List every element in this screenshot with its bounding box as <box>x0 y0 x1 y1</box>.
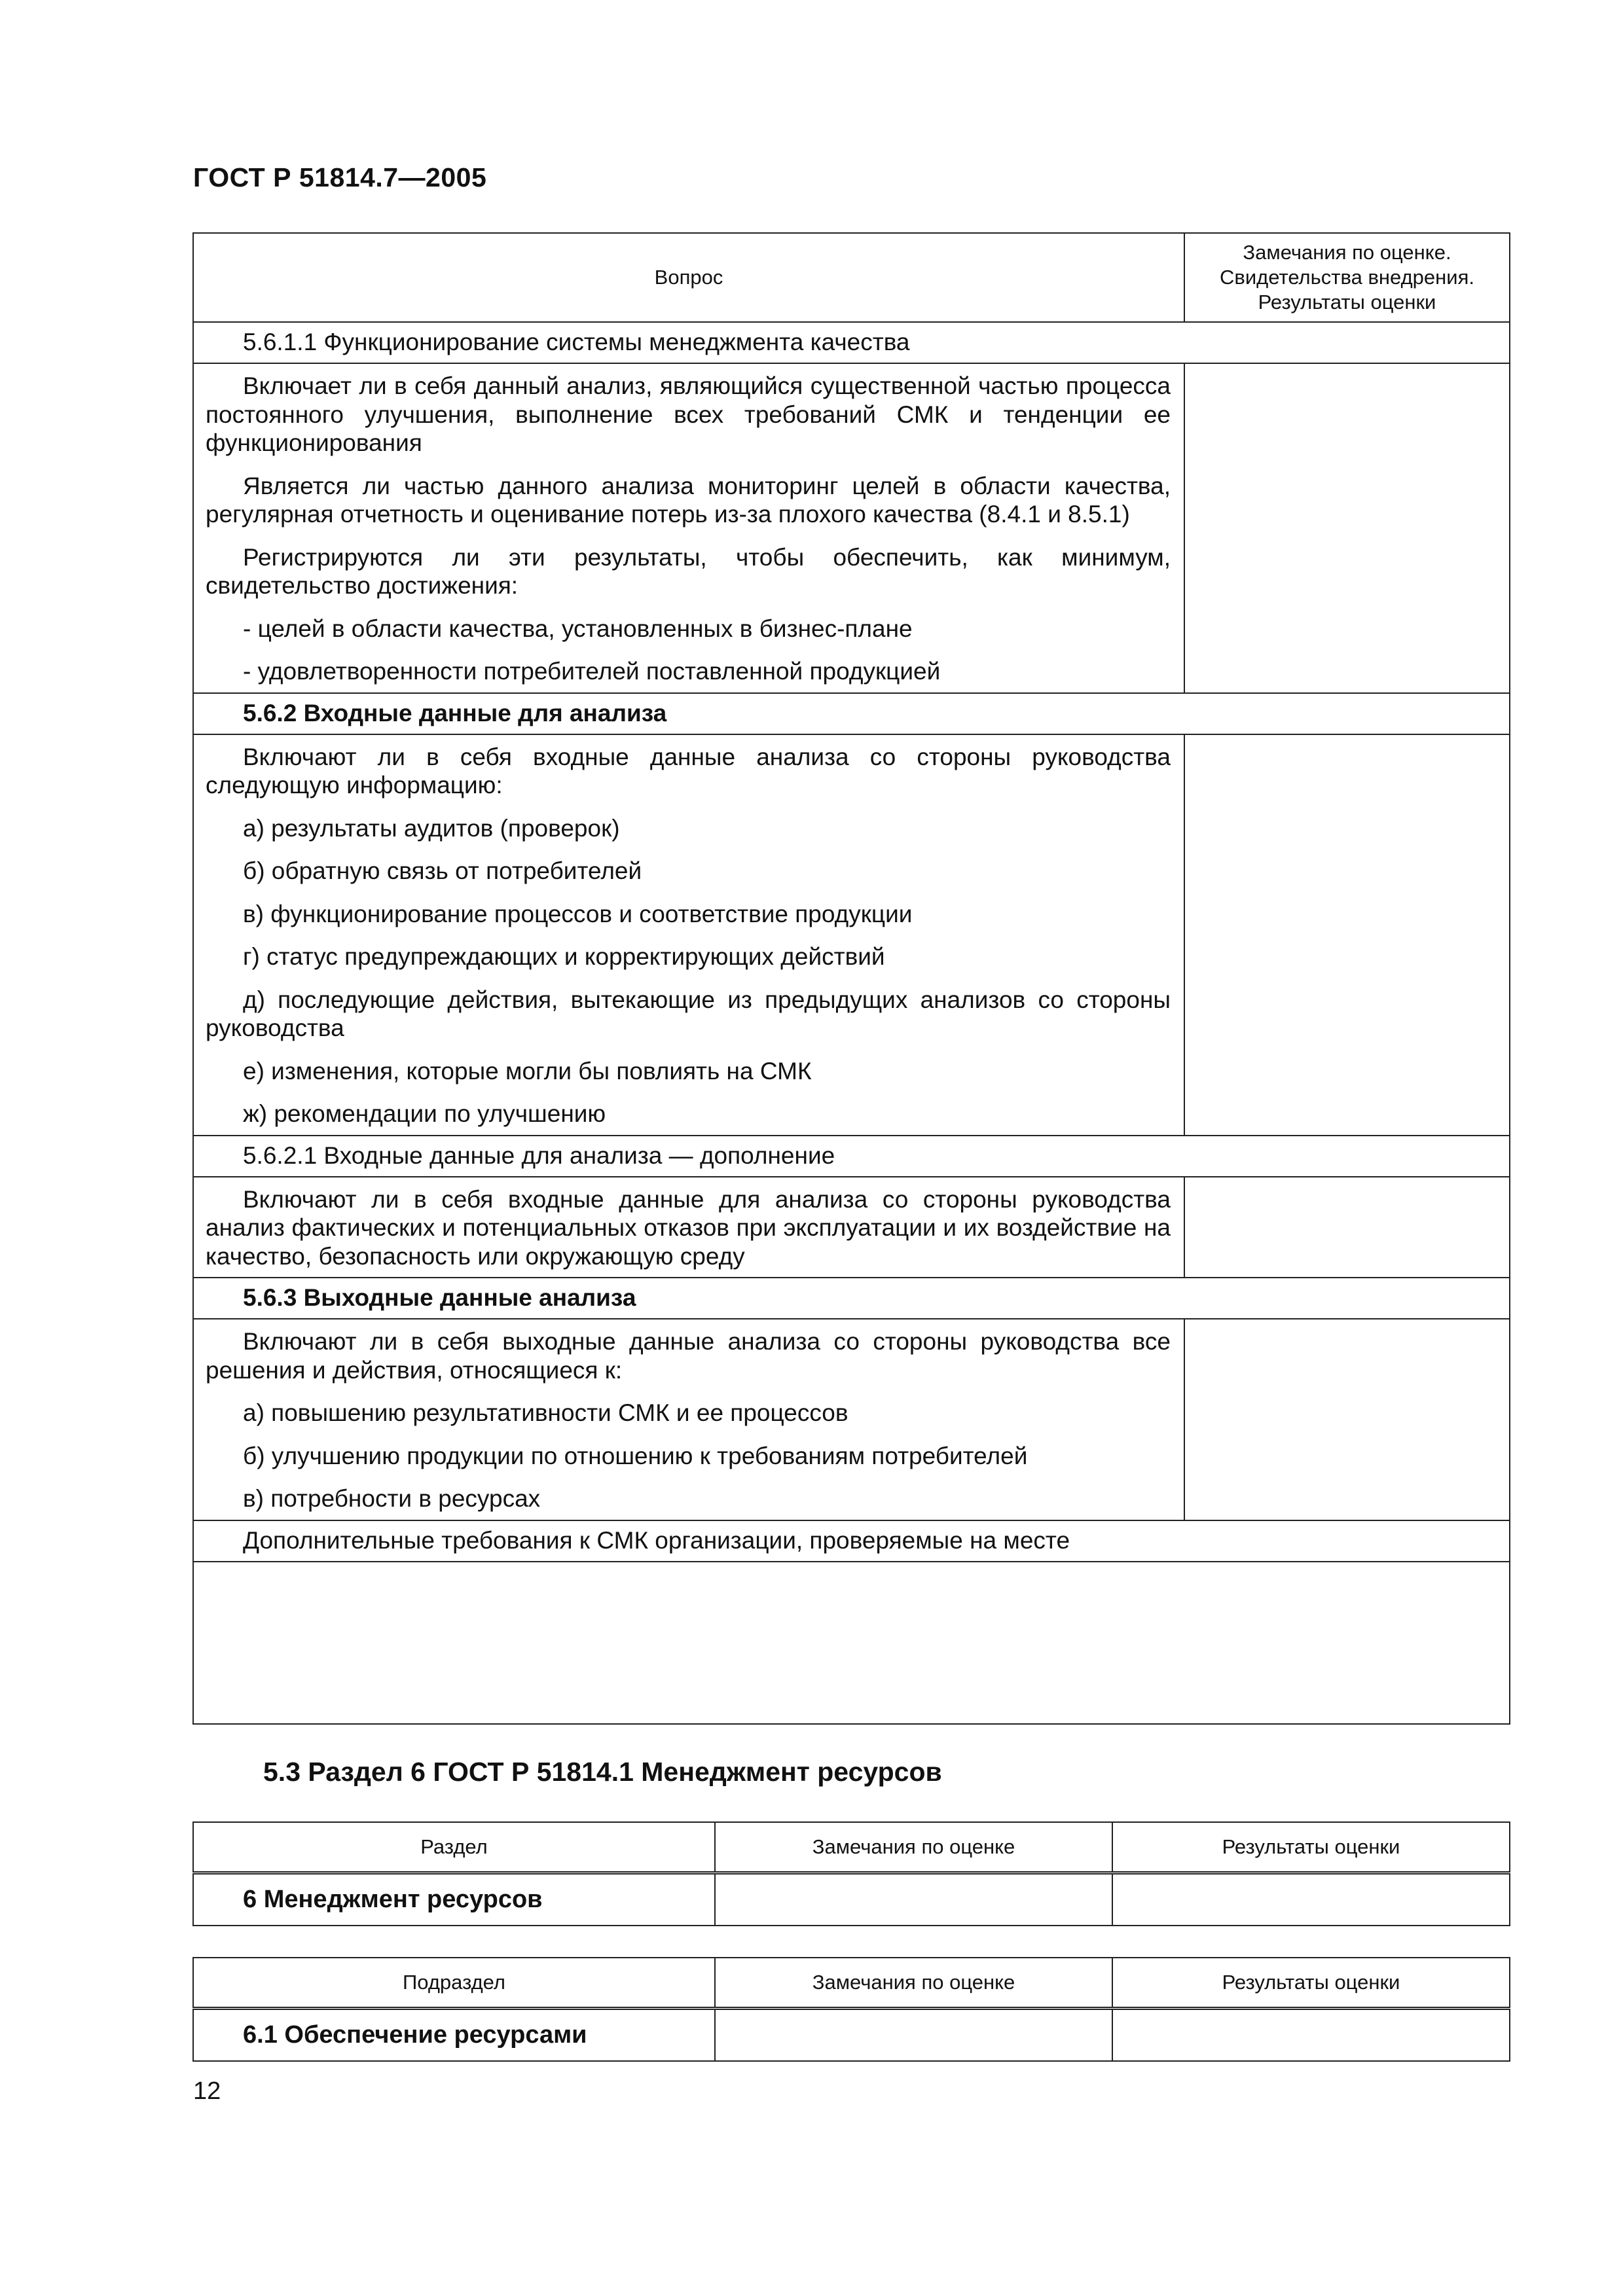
list-item: г) статус предупреждающих и корректирующих действий <box>243 943 885 970</box>
question-cell <box>193 363 1184 693</box>
list-item: б) обратную связь от потребителей <box>243 857 642 884</box>
column-header-question: Вопрос <box>193 233 1184 322</box>
remarks-cell[interactable] <box>715 1873 1112 1926</box>
section-row <box>193 322 1510 363</box>
list-item: в) функционирование процессов и соответствие продукции <box>243 900 913 927</box>
checklist-table <box>192 232 1510 1725</box>
results-cell[interactable] <box>1112 1873 1510 1926</box>
question-row <box>193 363 1510 693</box>
section-row <box>193 693 1510 734</box>
list-item: а) повышению результативности СМК и ее процессов <box>243 1399 848 1426</box>
table-row <box>193 1873 1510 1926</box>
list-item: в) потребности в ресурсах <box>243 1485 541 1512</box>
column-header-section: Раздел <box>193 1822 715 1873</box>
remarks-cell[interactable] <box>1184 1319 1510 1520</box>
question-text: Включают ли в себя входные данные для анализа со стороны руководства анализ фактических и потенциальных отказов при эксплуатации и их воздействие на качество, безопасность или окружающую среду <box>206 1185 1171 1270</box>
column-header-results: Результаты оценки <box>1112 1822 1510 1873</box>
remarks-header-line: Свидетельства внедрения. <box>1220 266 1474 289</box>
results-cell[interactable] <box>1112 2009 1510 2062</box>
resource-provision-table <box>192 1957 1510 2062</box>
section-cell: 6 Менеджмент ресурсов <box>193 1873 715 1926</box>
question-row <box>193 1319 1510 1520</box>
question-row <box>193 734 1510 1136</box>
list-item: а) результаты аудитов (проверок) <box>243 814 620 842</box>
list-item: б) улучшению продукции по отношению к требованиям потребителей <box>243 1442 1028 1469</box>
question-text: Является ли частью данного анализа мониторинг целей в области качества, регулярная отчетность и оценивание потерь из-за плохого качества (8.4.1 и 8.5.1) <box>206 472 1171 528</box>
section-row <box>193 1520 1510 1562</box>
remarks-cell[interactable] <box>1184 1177 1510 1278</box>
section-row <box>193 1136 1510 1177</box>
section-title-5621: 5.6.2.1 Входные данные для анализа — дополнение <box>193 1136 1510 1177</box>
question-text: Регистрируются ли эти результаты, чтобы обеспечить, как минимум, свидетельство достижения: <box>206 543 1171 599</box>
question-row <box>193 1177 1510 1278</box>
section-title-5611: 5.6.1.1 Функционирование системы менеджмента качества <box>193 322 1510 363</box>
remarks-cell[interactable] <box>1184 734 1510 1136</box>
list-item: е) изменения, которые могли бы повлиять на СМК <box>243 1057 812 1085</box>
question-text: Включают ли в себя входные данные анализа со стороны руководства следующую информацию: <box>206 743 1171 798</box>
blank-row <box>193 1562 1510 1724</box>
section-title-562: 5.6.2 Входные данные для анализа <box>193 693 1510 734</box>
table-header-row <box>193 233 1510 322</box>
section-row <box>193 1278 1510 1319</box>
subsection-cell: 6.1 Обеспечение ресурсами <box>193 2009 715 2062</box>
column-header-results: Результаты оценки <box>1112 1958 1510 2009</box>
remarks-header-line: Замечания по оценке. <box>1243 241 1451 264</box>
section-title-563: 5.6.3 Выходные данные анализа <box>193 1278 1510 1319</box>
question-text: Включают ли в себя выходные данные анализа со стороны руководства все решения и действия, относящиеся к: <box>206 1328 1171 1384</box>
page-number: 12 <box>193 2077 221 2105</box>
table-row <box>193 2009 1510 2062</box>
remarks-cell[interactable] <box>1184 363 1510 693</box>
additional-requirements-field[interactable] <box>193 1562 1510 1724</box>
list-item: - удовлетворенности потребителей поставленной продукцией <box>243 658 941 685</box>
column-header-remarks <box>1184 233 1510 322</box>
remarks-header-line: Результаты оценки <box>1258 291 1436 314</box>
additional-requirements-label: Дополнительные требования к СМК организации, проверяемые на месте <box>193 1520 1510 1562</box>
table-header-row <box>193 1958 1510 2009</box>
list-item: - целей в области качества, установленных в бизнес-плане <box>243 615 913 642</box>
question-cell <box>193 1177 1184 1278</box>
column-header-remarks: Замечания по оценке <box>715 1958 1112 2009</box>
remarks-cell[interactable] <box>715 2009 1112 2062</box>
question-cell <box>193 734 1184 1136</box>
question-cell <box>193 1319 1184 1520</box>
question-text: Включает ли в себя данный анализ, являющийся существенной частью процесса постоянного улучшения, выполнение всех требований СМК и тенденции ее функционирования <box>206 372 1171 456</box>
list-item: д) последующие действия, вытекающие из предыдущих анализов со стороны руководства <box>206 986 1171 1041</box>
column-header-subsection: Подраздел <box>193 1958 715 2009</box>
column-header-remarks: Замечания по оценке <box>715 1822 1112 1873</box>
table-header-row <box>193 1822 1510 1873</box>
resource-management-table <box>192 1821 1510 1926</box>
document-header: ГОСТ Р 51814.7—2005 <box>193 162 487 192</box>
list-item: ж) рекомендации по улучшению <box>243 1100 606 1127</box>
section-5-3-title: 5.3 Раздел 6 ГОСТ Р 51814.1 Менеджмент ресурсов <box>263 1757 942 1787</box>
